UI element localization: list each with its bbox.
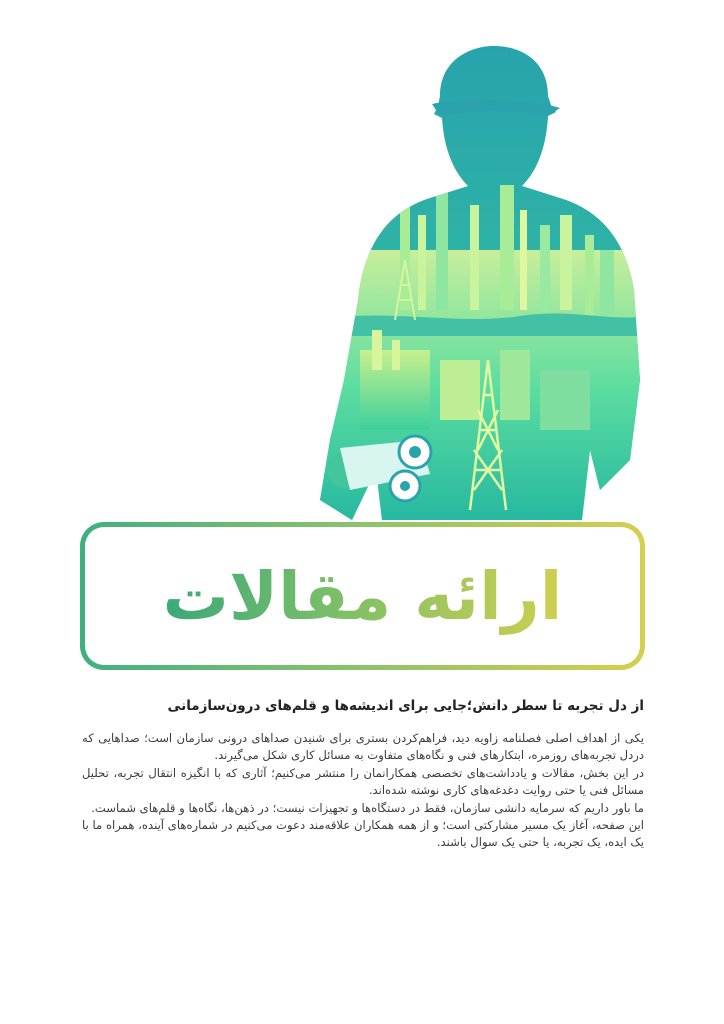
article-body: [82, 696, 644, 852]
article-paragraph: در این بخش، مقالات و یادداشت‌های تخصصی همکارانمان را منتشر می‌کنیم؛ آثاری که با انگیزه انتقال تجربه، تحلیل مسائل فنی یا حتی روایت دغدغه‌های کاری نوشته شده‌اند.: [82, 765, 644, 798]
article-headline: از دل تجربه تا سطر دانش؛جایی برای اندیشه‌ها و قلم‌های درون‌سازمانی: [167, 698, 644, 714]
article-paragraph: یکی از اهداف اصلی فصلنامه زاویه دید، فراهم‌کردن بستری برای شنیدن صداهای درونی سازمان است؛ صداهایی که دردل تجربه‌های روزمره، ابتکارهای فنی و نگاه‌های متفاوت به مسائل کاری شکل می‌گیرند.: [82, 731, 644, 763]
title-frame: [80, 522, 645, 670]
article-paragraph: این صفحه، آغاز یک مسیر مشارکتی است؛ و از همه همکاران علاقه‌مند دعوت می‌کنیم در شماره‌های آینده، همراه ما با یک ایده، یک تجربه، یا حتی یک سوال باشند.: [82, 818, 644, 850]
article-paragraph: ما باور داریم که سرمایه دانشی سازمان، فقط در دستگاه‌ها و تجهیزات نیست؛ در ذهن‌ها، نگاه‌ها و قلم‌های شماست.: [91, 800, 644, 815]
page-title: ارائه مقالات: [162, 557, 563, 635]
